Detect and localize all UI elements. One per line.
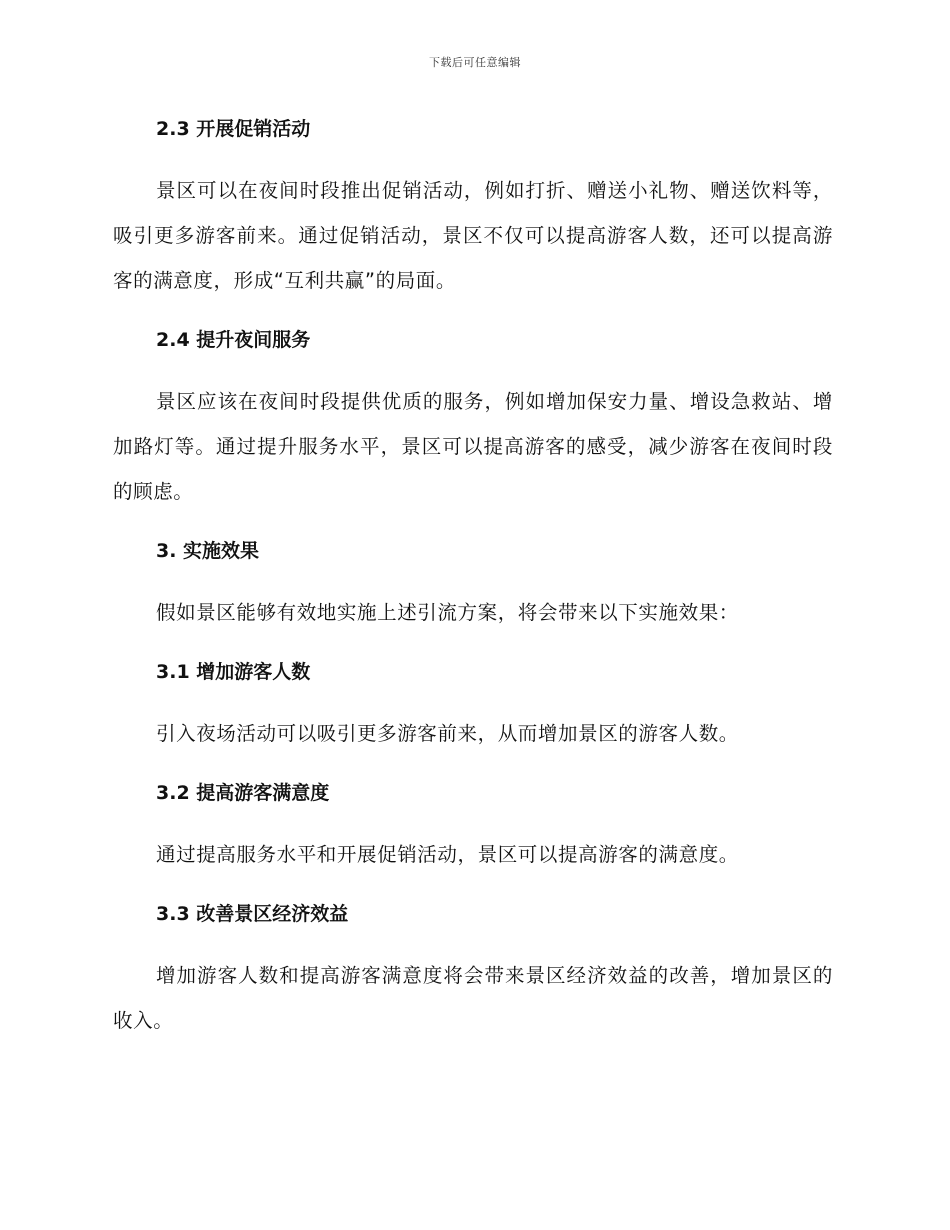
page-header: 下载后可任意编辑 <box>429 56 521 69</box>
section-3-2 <box>113 776 833 897</box>
section-heading: 2.3 开展促销活动 <box>156 118 311 140</box>
section-heading: 3.1 增加游客人数 <box>156 661 311 683</box>
section-3-1 <box>113 655 833 776</box>
section-heading: 3.2 提高游客满意度 <box>156 782 330 804</box>
section-2-3 <box>113 112 833 323</box>
section-paragraph: 增加游客人数和提高游客满意度将会带来景区经济效益的改善，增加景区的收入。 <box>113 964 833 1032</box>
section-paragraph: 通过提高服务水平和开展促销活动，景区可以提高游客的满意度。 <box>156 843 739 866</box>
section-heading: 3. 实施效果 <box>156 540 260 562</box>
section-3-3 <box>113 897 833 1043</box>
document-body <box>113 112 833 1043</box>
section-heading: 3.3 改善景区经济效益 <box>156 903 349 925</box>
section-paragraph: 假如景区能够有效地实施上述引流方案，将会带来以下实施效果： <box>156 601 739 624</box>
section-3 <box>113 534 833 655</box>
section-heading: 2.4 提升夜间服务 <box>156 329 311 351</box>
section-paragraph: 景区应该在夜间时段提供优质的服务，例如增加保安力量、增设急救站、增加路灯等。通过提升服务水平，景区可以提高游客的感受，减少游客在夜间时段的顾虑。 <box>113 390 833 503</box>
section-paragraph: 引入夜场活动可以吸引更多游客前来，从而增加景区的游客人数。 <box>156 722 739 745</box>
section-2-4 <box>113 323 833 534</box>
section-paragraph: 景区可以在夜间时段推出促销活动，例如打折、赠送小礼物、赠送饮料等，吸引更多游客前来。通过促销活动，景区不仅可以提高游客人数，还可以提高游客的满意度，形成“互利共赢”的局面。 <box>113 179 833 292</box>
